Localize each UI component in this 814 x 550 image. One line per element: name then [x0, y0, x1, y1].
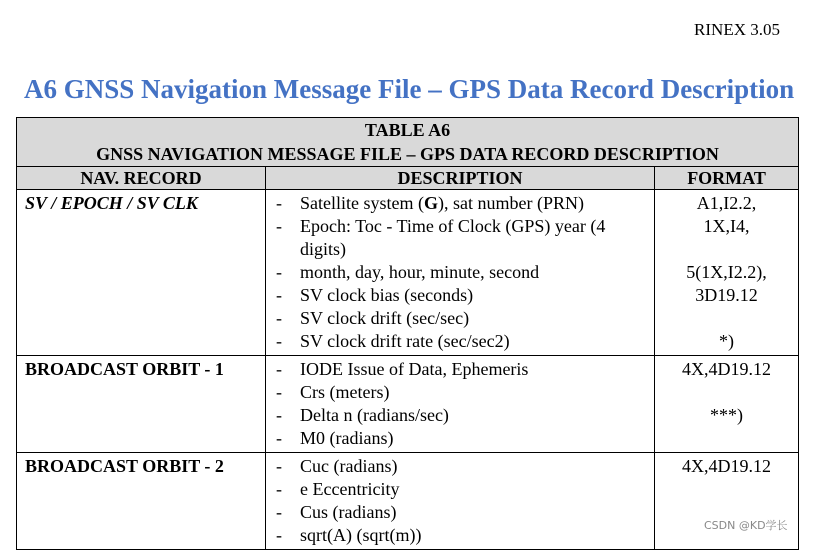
nav-record-cell: BROADCAST ORBIT - 2 — [17, 453, 266, 550]
format-line: A1,I2.2, — [696, 193, 757, 213]
watermark: CSDN @KD学长 — [704, 519, 788, 532]
format-line: 5(1X,I2.2), — [686, 262, 767, 282]
document-version: RINEX 3.05 — [694, 20, 780, 39]
table-caption-number: TABLE A6 — [364, 120, 451, 140]
format-line: *) — [719, 331, 735, 351]
table-caption — [17, 118, 799, 167]
description-item: - Cuc (radians) — [274, 455, 650, 478]
table-row — [17, 453, 799, 550]
description-item: - sqrt(A) (sqrt(m)) — [274, 524, 650, 547]
format-line — [655, 478, 798, 501]
gps-data-record-table — [16, 117, 799, 550]
description-text: Satellite system (G), sat number (PRN) — [300, 193, 584, 213]
description-item: - Crs (meters) — [274, 381, 650, 404]
description-item: - e Eccentricity — [274, 478, 650, 501]
description-item: - month, day, hour, minute, second — [274, 261, 650, 284]
description-item: - Cus (radians) — [274, 501, 650, 524]
format-line — [655, 238, 798, 261]
description-item — [274, 192, 650, 215]
table-row — [17, 190, 799, 356]
nav-record-cell: BROADCAST ORBIT - 1 — [17, 356, 266, 453]
column-header-description: DESCRIPTION — [266, 167, 655, 190]
format-cell — [655, 190, 799, 356]
format-line: 1X,I4, — [703, 216, 750, 236]
table-row — [17, 356, 799, 453]
format-line — [655, 381, 798, 404]
description-cell — [266, 453, 655, 550]
description-item: - SV clock drift rate (sec/sec2) — [274, 330, 650, 353]
format-cell — [655, 356, 799, 453]
format-line: 4X,4D19.12 — [682, 359, 772, 379]
format-cell — [655, 453, 799, 550]
description-cell — [266, 190, 655, 356]
format-line: ***) — [710, 405, 744, 425]
column-header-nav-record: NAV. RECORD — [17, 167, 266, 190]
table-caption-title: GNSS NAVIGATION MESSAGE FILE – GPS DATA RECORD DESCRIPTION — [96, 144, 719, 164]
format-line: 4X,4D19.12 — [682, 456, 772, 476]
section-title: A6 GNSS Navigation Message File – GPS Data Record Description — [24, 74, 795, 104]
nav-record-cell: SV / EPOCH / SV CLK — [17, 190, 266, 356]
format-line: 3D19.12 — [695, 285, 758, 305]
column-header-format: FORMAT — [655, 167, 799, 190]
description-item: - SV clock drift (sec/sec) — [274, 307, 650, 330]
description-item: - SV clock bias (seconds) — [274, 284, 650, 307]
description-item: - IODE Issue of Data, Ephemeris — [274, 358, 650, 381]
description-item: - Epoch: Toc - Time of Clock (GPS) year (4 digits) — [274, 215, 650, 261]
format-line — [655, 427, 798, 450]
description-item: - M0 (radians) — [274, 427, 650, 450]
description-cell — [266, 356, 655, 453]
format-line — [655, 307, 798, 330]
description-item: - Delta n (radians/sec) — [274, 404, 650, 427]
